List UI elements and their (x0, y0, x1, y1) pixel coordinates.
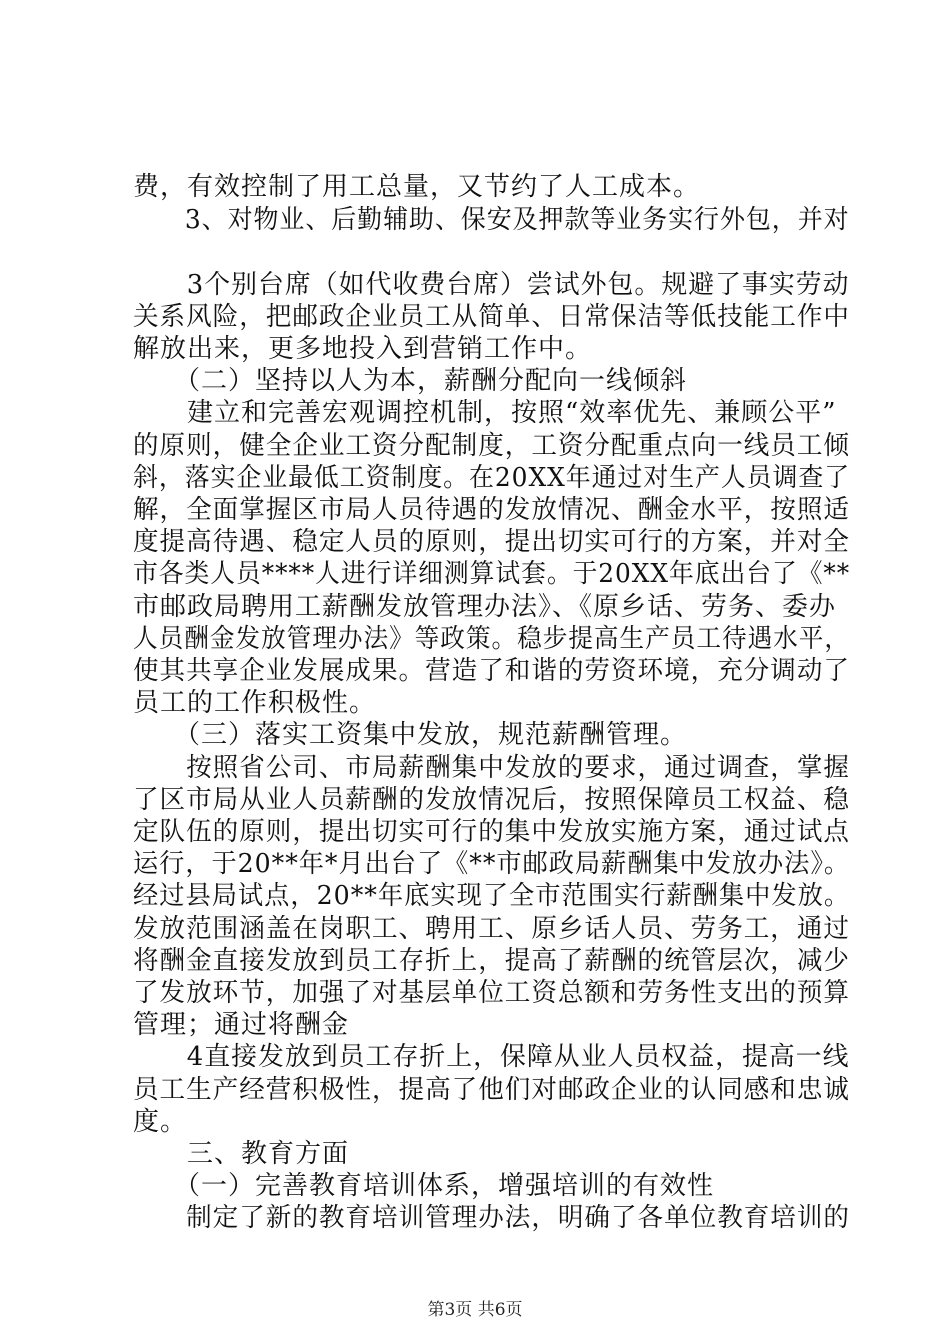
text-line: 4直接发放到员工存折上，保障从业人员权益，提高一线 (133, 1042, 850, 1072)
text-line: 的原则，健全企业工资分配制度，工资分配重点向一线员工倾 (133, 431, 850, 461)
text-line: 建立和完善宏观调控机制，按照“效率优先、兼顾公平” (133, 398, 837, 428)
text-line: 斜，落实企业最低工资制度。在20XX年通过对生产人员调查了 (133, 463, 851, 493)
text-line: 了发放环节，加强了对基层单位工资总额和劳务性支出的预算 (133, 978, 850, 1008)
text-line: 将酬金直接发放到员工存折上，提高了薪酬的统管层次，减少 (133, 946, 850, 976)
text-line: 使其共享企业发展成果。营造了和谐的劳资环境，充分调动了 (133, 656, 850, 686)
text-line: 员工生产经营积极性，提高了他们对邮政企业的认同感和忠诚 (133, 1075, 850, 1105)
section-heading: 三、教育方面 (133, 1139, 350, 1169)
text-line: 度提高待遇、稳定人员的原则，提出切实可行的方案，并对全 (133, 527, 850, 557)
text-line: 关系风险，把邮政企业员工从简单、日常保洁等低技能工作中 (133, 302, 850, 332)
section-heading: （二）坚持以人为本，薪酬分配向一线倾斜 (133, 366, 688, 396)
text-line: 管理；通过将酬金 (133, 1010, 350, 1040)
text-line: 3个别台席（如代收费台席）尝试外包。规避了事实劳动 (133, 270, 850, 300)
page-number-footer: 第3页 共6页 (427, 1300, 523, 1320)
text-line: 制定了新的教育培训管理办法，明确了各单位教育培训的 (133, 1203, 850, 1233)
text-line: 费，有效控制了用工总量，又节约了人工成本。 (133, 172, 701, 202)
text-line: 解放出来，更多地投入到营销工作中。 (133, 334, 593, 364)
text-line: 运行，于20**年*月出台了《**市邮政局薪酬集中发放办法》。 (133, 849, 851, 879)
text-line: 员工的工作积极性。 (133, 688, 377, 718)
text-line: 经过县局试点，20**年底实现了全市范围实行薪酬集中发放。 (133, 881, 851, 911)
text-line: 市邮政局聘用工薪酬发放管理办法》、《原乡话、劳务、委办 (133, 592, 837, 622)
text-line: 市各类人员****人进行详细测算试套。于20XX年底出台了《** (133, 559, 851, 589)
text-line: 度。 (133, 1107, 188, 1137)
text-line: 发放范围涵盖在岗职工、聘用工、原乡话人员、劳务工，通过 (133, 914, 850, 944)
section-heading: （一）完善教育培训体系，增强培训的有效性 (133, 1171, 715, 1201)
text-line: 按照省公司、市局薪酬集中发放的要求，通过调查，掌握 (133, 753, 850, 783)
section-heading: （三）落实工资集中发放，规范薪酬管理。 (133, 720, 688, 750)
text-line: 了区市局从业人员薪酬的发放情况后，按照保障员工权益、稳 (133, 785, 850, 815)
text-line: 定队伍的原则，提出切实可行的集中发放实施方案，通过试点 (133, 817, 850, 847)
text-line: 人员酬金发放管理办法》等政策。稳步提高生产员工待遇水平， (133, 624, 851, 654)
text-line: 3、对物业、后勤辅助、保安及押款等业务实行外包，并对 (133, 205, 850, 235)
text-line: 解，全面掌握区市局人员待遇的发放情况、酬金水平，按照适 (133, 495, 850, 525)
